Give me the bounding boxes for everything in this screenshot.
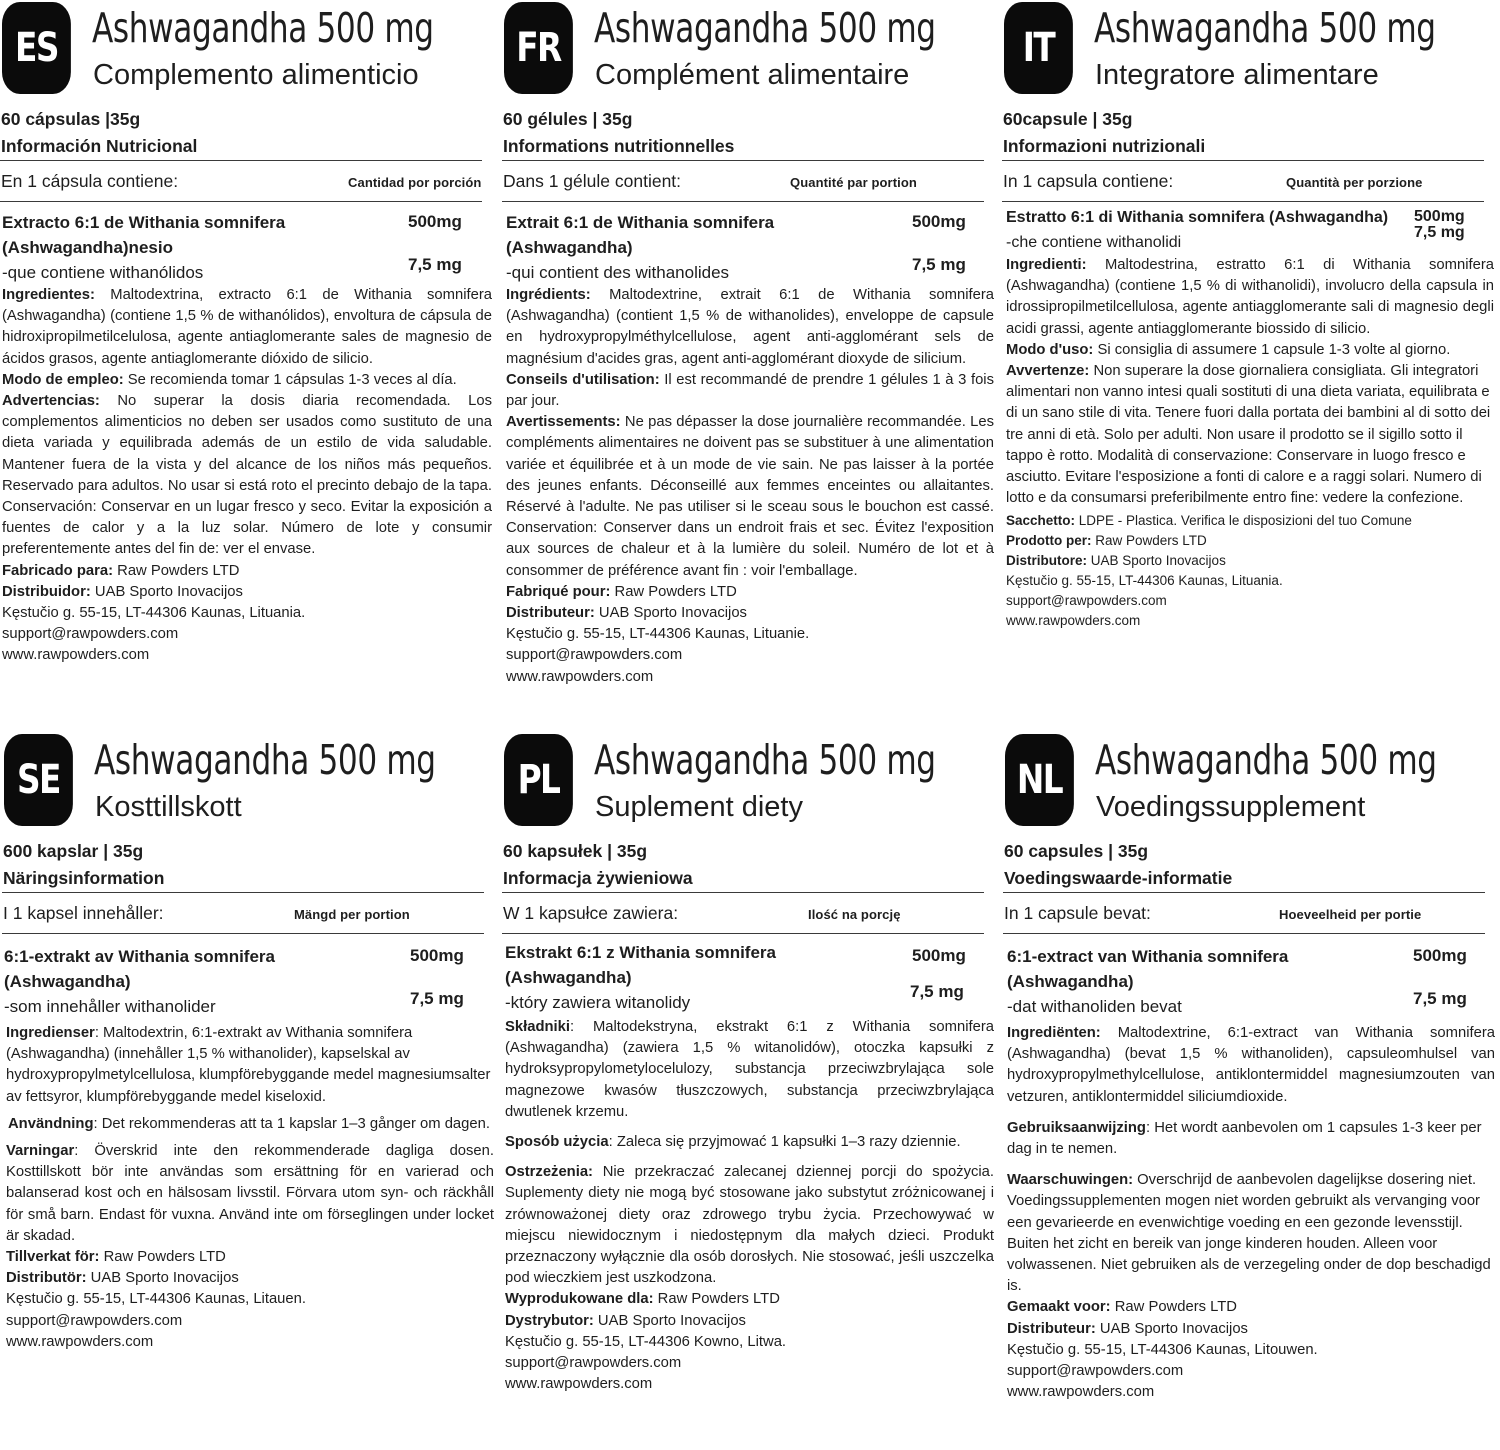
made-for-label: Gemaakt voor:	[1007, 1299, 1111, 1316]
panel-header	[1003, 732, 1495, 834]
language-badge: ES	[2, 2, 71, 94]
ingredient-amount: 500mg	[912, 946, 966, 965]
warnings-text: Nie przekraczać zalecanej dziennej porcji do spożycia. Suplementy diety nie mogą być stosowane jako substytut zróżnicowanej i zrównoważonej diety oraz zdrowego trybu życia. Przechowywać w miejscu niewidocznym i niedostępnym dla małych dzieci. Produkt przeznaczony wyłącznie dla osób dorosłych. Nie stosować, jeśli uszczelka pod wieczkiem jest uszkodzona.	[505, 1164, 994, 1287]
distributor-label: Distributore:	[1006, 553, 1087, 569]
distributor-label: Distributör:	[6, 1270, 87, 1287]
warnings-text: : Överskrid inte den rekommenderade dagliga dosen. Kosttillskott bör inte användas som ersättning för en varierad och balanserad kost och en hälsosam livsstil. Förvara utom syn- och räckhåll för små barn. Endast för vuxna. Använd inte om förseglingen under locket är skadad.	[6, 1143, 494, 1244]
ingredients-text: : Maltodextrin, 6:1-extrakt av Withania somnifera (Ashwagandha) (innehåller 1,5 % withanolider), kapselskal av hydroxypropylmetylcellulosa, klumpförebyggande medel magnesiumsalter av fettsyror, klumpförebyggande medel kiseloxid.	[6, 1025, 491, 1105]
made-for-text: Raw Powders LTD	[653, 1291, 780, 1308]
portion-header-row	[502, 161, 994, 201]
panel-header	[502, 732, 994, 834]
distributor-label: Dystrybutor:	[505, 1312, 594, 1329]
support-email: support@rawpowders.com	[506, 647, 683, 664]
package-size: 60 capsules | 35g	[1004, 841, 1149, 861]
usage-text: : Zaleca się przyjmować 1 kapsułki 1–3 razy dziennie.	[608, 1134, 961, 1151]
sub-ingredient-name: -que contiene withanólidos	[2, 263, 204, 282]
sub-ingredient-row	[1002, 224, 1494, 255]
ingredients-label: Składniki	[505, 1019, 570, 1035]
bag-label: Sacchetto:	[1006, 513, 1076, 529]
ingredient-name: Extrait 6:1 de Withania somnifera (Ashwagandha)	[506, 213, 775, 257]
made-for-text: Raw Powders LTD	[1091, 533, 1207, 549]
warnings-label: Ostrzeżenia:	[505, 1164, 593, 1181]
ingredients-text: : Maltodekstryna, ekstrakt 6:1 z Withania somnifera (Ashwagandha) (zawiera 1,5 % witanolidów), otoczka kapsułki z hydroksypropylometylocelulozy, substancja przeciwzbrylająca sole magnezowe kwasów tłuszczowych, substancja przeciwzbrylająca dwutlenek krzemu.	[505, 1019, 994, 1120]
label-panel-fr	[502, 0, 994, 688]
bag-text: LDPE - Plastica. Verifica le disposizioni del tuo Comune	[1075, 513, 1412, 529]
ingredients-text: Maltodestrina, estratto 6:1 di Withania somnifera (Ashwagandha) (contiene 1,5 % di withanolidi), involucro della capsula in idrossipropilmetilcellulosa, agente antiagglomerante sali di magnesio degli acidi grassi, agente antiagglomerante biossido di silicio.	[1006, 257, 1494, 337]
nutrition-heading: Informations nutritionnelles	[503, 136, 735, 156]
portion-header-row	[1003, 893, 1495, 933]
ingredient-row	[2, 934, 494, 994]
ingredient-amount: 500mg	[1414, 208, 1465, 225]
sub-ingredient-row	[0, 255, 492, 285]
support-email: support@rawpowders.com	[6, 1312, 183, 1329]
sub-ingredient-name: -che contiene withanolidi	[1006, 234, 1182, 251]
product-title: Ashwagandha 500 mg	[1095, 736, 1437, 784]
product-title: Ashwagandha 500 mg	[92, 4, 434, 52]
warnings-text: Ne pas dépasser la dose journalière recommandée. Les compléments alimentaires ne doivent pas se substituer à une alimentation variée et équilibrée et à un mode de vie sain. Ne pas laisser à la portée des jeunes enfants. Déconseillé aux femmes enceintes ou allaitantes. Réservé à l'adulte. Ne pas utiliser si le sceau sous le bouchon est cassé. Conservation: Conserver dans un endroit frais et sec. Évitez l'exposition aux sources de chaleur et à la lumière du soleil. Numéro de lot et à consommer de préférence avant fin : voir l'emballage.	[506, 414, 994, 579]
distributor-text: UAB Sporto Inovacijos	[90, 583, 243, 600]
usage-label: Sposób użycia	[505, 1134, 609, 1151]
language-badge: NL	[1005, 734, 1074, 826]
ingredient-row	[0, 202, 492, 260]
distributor-text: UAB Sporto Inovacijos	[1087, 553, 1226, 569]
panel-header	[2, 732, 494, 834]
label-panel-pl	[502, 732, 994, 1395]
product-title: Ashwagandha 500 mg	[1094, 4, 1436, 52]
product-subtitle: Integratore alimentare	[1095, 59, 1379, 91]
usage-text: Se recomienda tomar 1 cápsulas 1-3 veces al día.	[123, 371, 457, 388]
language-badge: FR	[504, 2, 573, 94]
usage-label: Gebruiksaanwijzing	[1007, 1119, 1146, 1136]
contains-label: En 1 cápsula contiene:	[1, 171, 179, 191]
product-title: Ashwagandha 500 mg	[94, 736, 436, 784]
warnings-label: Avertissements:	[506, 414, 621, 431]
ingredients-label: Ingredienti:	[1006, 257, 1087, 273]
label-body	[502, 285, 994, 688]
package-size: 60 cápsulas |35g	[1, 109, 141, 129]
usage-text: Si consiglia di assumere 1 capsule 1-3 volte al giorno.	[1093, 341, 1451, 358]
ingredient-amount: 500mg	[1413, 946, 1467, 965]
distributor-label: Distributeur:	[506, 605, 595, 622]
panel-header	[0, 0, 492, 102]
ingredients-text: Maltodextrine, extrait 6:1 de Withania somnifera (Ashwagandha) (contient 1,5 % de withanolides), enveloppe de capsule en hydroxypropylméthylcellulose, agent anti-agglomérant sels de magnésium d'acides gras, agent anti-agglomérant dioxyde de silicium.	[506, 287, 994, 367]
usage-text: : Det rekommenderas att ta 1 kapslar 1–3 gånger om dagen.	[93, 1115, 490, 1132]
product-subtitle: Complément alimentaire	[595, 59, 910, 91]
product-title: Ashwagandha 500 mg	[594, 736, 936, 784]
website: www.rawpowders.com	[506, 668, 654, 685]
label-panel-se	[2, 732, 494, 1353]
amount-heading: Quantità per porzione	[1286, 175, 1423, 190]
warnings-label: Waarschuwingen:	[1007, 1172, 1134, 1189]
sub-ingredient-amount: 7,5 mg	[912, 255, 966, 274]
amount-heading: Ilość na porcję	[808, 907, 901, 922]
made-for-label: Prodotto per:	[1006, 533, 1092, 549]
package-size: 60 kapsułek | 35g	[503, 841, 648, 861]
made-for-text: Raw Powders LTD	[1110, 1299, 1237, 1316]
label-body	[0, 285, 492, 667]
usage-label: Modo de empleo:	[2, 371, 124, 388]
nutrition-heading: Informazioni nutrizionali	[1003, 136, 1206, 156]
ingredients-label: Ingrediënten:	[1007, 1025, 1101, 1041]
address: Kęstučio g. 55-15, LT-44306 Kaunas, Lituania.	[2, 605, 306, 622]
made-for-label: Fabricado para:	[2, 562, 114, 579]
distributor-text: UAB Sporto Inovacijos	[594, 605, 747, 622]
usage-text: : Het wordt aanbevolen om 1 capsules 1-3 keer per dag in te nemen.	[1007, 1119, 1482, 1158]
made-for-text: Raw Powders LTD	[113, 562, 240, 579]
product-title: Ashwagandha 500 mg	[594, 4, 936, 52]
amount-heading: Quantité par portion	[790, 175, 917, 190]
amount-heading: Cantidad por porción	[348, 175, 482, 190]
portion-header-row	[2, 893, 494, 933]
label-panel-it	[1002, 0, 1494, 631]
distributor-text: UAB Sporto Inovacijos	[86, 1270, 239, 1287]
website: www.rawpowders.com	[1006, 613, 1141, 629]
product-subtitle: Complemento alimenticio	[93, 59, 419, 91]
product-subtitle: Kosttillskott	[95, 791, 242, 823]
label-body	[1003, 1023, 1495, 1403]
address: Kęstučio g. 55-15, LT-44306 Kaunas, Lituanie.	[506, 626, 810, 643]
label-body	[2, 1023, 494, 1353]
sub-ingredient-name: -dat withanoliden bevat	[1007, 997, 1182, 1016]
portion-header-row	[0, 161, 492, 201]
made-for-label: Fabriqué pour:	[506, 583, 611, 600]
ingredient-name: Ekstrakt 6:1 z Withania somnifera (Ashwagandha)	[505, 943, 776, 987]
made-for-text: Raw Powders LTD	[99, 1249, 226, 1266]
usage-label: Användning	[8, 1115, 94, 1132]
label-panel-es	[0, 0, 492, 667]
website: www.rawpowders.com	[1007, 1384, 1155, 1401]
ingredient-name: 6:1-extrakt av Withania somnifera (Ashwagandha)	[4, 947, 275, 991]
panel-header	[1002, 0, 1494, 102]
support-email: support@rawpowders.com	[505, 1355, 682, 1372]
usage-label: Conseils d'utilisation:	[506, 371, 660, 388]
portion-header-row	[1002, 161, 1494, 201]
warnings-text: No superar la dosis diaria recomendada. Los complementos alimenticios no deben ser usados como sustituto de una dieta variada y equilibrada además de un estilo de vida saludable. Mantener fuera de la vista y del alcance de los niños más pequeños. Reservado para adultos. No usar si está roto el precinto debajo de la tapa. Conservación: Conservar en un lugar fresco y seco. Evitar la exposición a fuentes de calor y a la luz solar. Número de lote y consumir preferentemente antes del fin de: ver el envase.	[2, 393, 492, 558]
contains-label: W 1 kapsułce zawiera:	[503, 903, 679, 923]
warnings-label: Advertencias:	[2, 393, 100, 410]
product-subtitle: Voedingssupplement	[1096, 791, 1366, 823]
ingredient-row	[1003, 934, 1495, 994]
sub-ingredient-amount: 7,5 mg	[1413, 989, 1467, 1008]
ingredients-label: Ingredientes:	[2, 287, 95, 303]
ingredients-text: Maltodextrina, extracto 6:1 de Withania somnifera (Ashwagandha) (contiene 1,5 % de withanólidos), envoltura de cápsula de hidroxipropilmetilcelulosa, agente antiaglomerante sales de magnesio de ácidos grasos, agente antiaglomerante dióxido de silicio.	[2, 287, 492, 367]
warnings-text: Overschrijd de aanbevolen dagelijkse dosering niet. Voedingssupplementen mogen niet worden gebruikt als vervanging voor een gevarieerde en evenwichtige voeding en een gezonde levensstijl. Buiten het zicht en bereik van jonge kinderen houden. Alleen voor volwassenen. Niet gebruiken als de verzegeling onder de dop beschadigd is.	[1007, 1172, 1491, 1295]
ingredient-name: Extracto 6:1 de Withania somnifera (Ashwagandha)nesio	[2, 213, 286, 257]
amount-heading: Mängd per portion	[294, 907, 410, 922]
ingredients-label: Ingrédients:	[506, 287, 591, 303]
address: Kęstučio g. 55-15, LT-44306 Kaunas, Litouwen.	[1007, 1341, 1318, 1358]
address: Kęstučio g. 55-15, LT-44306 Kaunas, Lituania.	[1006, 573, 1283, 589]
warnings-label: Varningar	[6, 1143, 75, 1160]
nutrition-heading: Voedingswaarde-informatie	[1004, 868, 1233, 888]
support-email: support@rawpowders.com	[1006, 593, 1167, 609]
label-body	[1002, 255, 1494, 631]
distributor-text: UAB Sporto Inovacijos	[1095, 1320, 1248, 1337]
website: www.rawpowders.com	[2, 647, 150, 664]
label-body	[502, 1017, 994, 1395]
website: www.rawpowders.com	[505, 1376, 653, 1393]
made-for-label: Wyprodukowane dla:	[505, 1291, 654, 1308]
ingredients-text: Maltodextrine, 6:1-extract van Withania somnifera (Ashwagandha) (bevat 1,5 % withanoliden), capsuleomhulsel van hydroxypropylmethylcellulose, antiklontermiddel magnesiumzouten van vetzuren, antiklontermiddel siliciumdioxide.	[1007, 1025, 1495, 1105]
sub-ingredient-name: -qui contient des withanolides	[506, 263, 730, 282]
contains-label: In 1 capsule bevat:	[1004, 903, 1151, 923]
made-for-label: Tillverkat för:	[6, 1249, 100, 1266]
distributor-text: UAB Sporto Inovacijos	[593, 1312, 746, 1329]
language-badge: SE	[4, 734, 73, 826]
ingredient-name: 6:1-extract van Withania somnifera (Ashwagandha)	[1007, 947, 1289, 991]
label-panel-nl	[1003, 732, 1495, 1403]
sub-ingredient-name: -som innehåller withanolider	[4, 997, 216, 1016]
sub-ingredient-row	[502, 982, 994, 1015]
usage-label: Modo d'uso:	[1006, 341, 1094, 358]
sub-ingredient-amount: 7,5 mg	[408, 255, 462, 274]
sub-ingredient-amount: 7,5 mg	[410, 989, 464, 1008]
package-size: 60capsule | 35g	[1003, 109, 1133, 129]
contains-label: Dans 1 gélule contient:	[503, 171, 682, 191]
ingredient-amount: 500mg	[912, 212, 966, 231]
panel-header	[502, 0, 994, 102]
ingredient-row	[502, 202, 994, 260]
warnings-label: Avvertenze:	[1006, 363, 1090, 380]
ingredient-name: Estratto 6:1 di Withania somnifera (Ashwagandha)	[1006, 209, 1389, 226]
usage-text: Il est recommandé de prendre 1 gélules 1 à 3 fois par jour.	[506, 371, 994, 410]
sub-ingredient-amount: 7,5 mg	[910, 982, 964, 1001]
ingredients-label: Ingredienser	[6, 1025, 95, 1041]
ingredient-amount: 500mg	[410, 946, 464, 965]
language-badge: PL	[504, 734, 573, 826]
nutrition-heading: Näringsinformation	[3, 868, 165, 888]
package-size: 60 gélules | 35g	[503, 109, 633, 129]
support-email: support@rawpowders.com	[2, 626, 179, 643]
address: Kęstučio g. 55-15, LT-44306 Kaunas, Litauen.	[6, 1291, 306, 1308]
website: www.rawpowders.com	[6, 1333, 154, 1350]
distributor-label: Distributeur:	[1007, 1320, 1096, 1337]
portion-header-row	[502, 893, 994, 933]
package-size: 600 kapslar | 35g	[3, 841, 144, 861]
made-for-text: Raw Powders LTD	[610, 583, 737, 600]
sub-ingredient-amount: 7,5 mg	[1414, 224, 1465, 241]
contains-label: In 1 capsula contiene:	[1003, 171, 1174, 191]
sub-ingredient-row	[1003, 989, 1495, 1019]
distributor-label: Distribuidor:	[2, 583, 91, 600]
warnings-text: Non superare la dose giornaliera consigliata. Gli integratori alimentari non vanno intesi quali sostituti di una dieta variata, equilibrata e di un sano stile di vita. Tenere fuori dalla portata dei bambini al di sotto dei tre anni di età. Solo per adulti. Non usare il prodotto se il sigillo sotto il tappo è rotto. Modalità di conservazione: Conservare in luogo fresco e asciutto. Evitare l'esposizione a fonti di calore e a raggi solari. Numero di lotto e da consumarsi preferibilmente entro fine: vedere la confezione.	[1006, 363, 1491, 507]
nutrition-heading: Informacja żywieniowa	[503, 868, 693, 888]
nutrition-heading: Información Nutricional	[1, 136, 198, 156]
language-badge: IT	[1004, 2, 1073, 94]
sub-ingredient-name: -który zawiera witanolidy	[505, 993, 691, 1012]
address: Kęstučio g. 55-15, LT-44306 Kowno, Litwa.	[505, 1333, 787, 1350]
sub-ingredient-row	[2, 989, 494, 1019]
support-email: support@rawpowders.com	[1007, 1363, 1184, 1380]
contains-label: I 1 kapsel innehåller:	[3, 903, 164, 923]
sub-ingredient-row	[502, 255, 994, 285]
product-subtitle: Suplement diety	[595, 791, 803, 823]
amount-heading: Hoeveelheid per portie	[1279, 907, 1422, 922]
ingredient-amount: 500mg	[408, 212, 462, 231]
